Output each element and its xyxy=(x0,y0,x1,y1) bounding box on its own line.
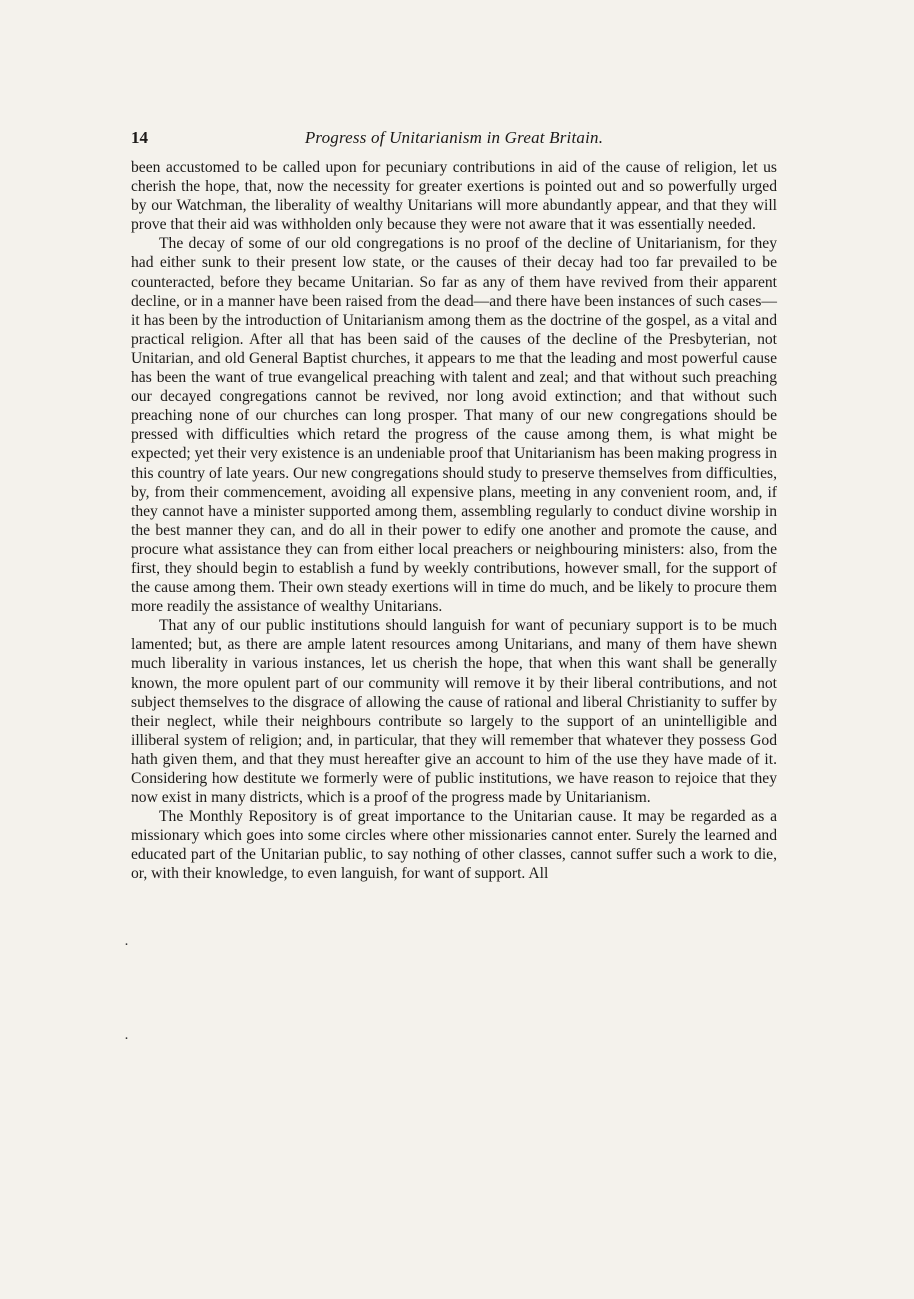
paragraph-decay-of-congregations: The decay of some of our old congregations is no proof of the decline of Unitarianism, for they had either sunk to their present low state, or the causes of their decay had too far prevailed to be counteracted, before they became Unitarian. So far as any of them have revived from their apparent decline, or in a manner have been raised from the dead—and there have been instances of such cases—it has been by the introduction of Unitarianism among them as the doctrine of the gospel, as a vital and practical religion. After all that has been said of the causes of the decline of the Presbyterian, not Unitarian, and old General Baptist churches, it appears to me that the leading and most powerful cause has been the want of true evangelical preaching with talent and zeal; and that without such preaching our decayed congregations cannot be revived, nor long avoid extinction; and that without such preaching none of our churches can long prosper. That many of our new congregations should be pressed with difficulties which retard the progress of the cause among them, is what might be expected; yet their very existence is an undeniable proof that Unitarianism has been making progress in this country of late years. Our new congregations should study to preserve themselves from difficulties, by, from their commencement, avoiding all expensive plans, meeting in any convenient room, and, if they cannot have a minister supported among them, assembling regularly to conduct divine worship in the best manner they can, and do all in their power to edify one another and promote the cause, and procure what assistance they can from either local preachers or neighbouring ministers: also, from the first, they should begin to establish a fund by weekly contributions, however small, for the support of the cause among them. Their own steady exertions will in time do much, and be likely to procure them more readily the assistance of wealthy Unitarians. xyxy=(131,235,777,616)
page-number: 14 xyxy=(131,128,148,147)
paragraph-continuation: been accustomed to be called upon for pecuniary contributions in aid of the cause of religion, let us cherish the hope, that, now the necessity for greater exertions is pointed out and so powerfully urged by our Watchman, the liberality of wealthy Unitarians will more abundantly appear, and that they will prove that their aid was withholden only because they were not aware that it was essentially needed. xyxy=(131,159,777,234)
margin-mark: · xyxy=(124,1031,129,1047)
running-title: Progress of Unitarianism in Great Britain. xyxy=(304,128,604,147)
running-head xyxy=(131,128,777,154)
paragraph-public-institutions: That any of our public institutions should languish for want of pecuniary support is to be much lamented; but, as there are ample latent resources among Unitarians, and many of them have shewn much liberality in various instances, let us cherish the hope, that when this want shall be generally known, the more opulent part of our community will remove it by their liberal contributions, and not subject themselves to the disgrace of allowing the cause of rational and liberal Christianity to suffer by their neglect, while their neighbours contribute so largely to the support of an unintelligible and illiberal system of religion; and, in particular, that they will remember that whatever they possess God hath given them, and that they must hereafter give an account to him of the use they have made of it. Considering how destitute we formerly were of public institutions, we have reason to rejoice that they now exist in many districts, which is a proof of the progress made by Unitarianism. xyxy=(131,617,777,807)
paragraph-monthly-repository: The Monthly Repository is of great importance to the Unitarian cause. It may be regarded as a missionary which goes into some circles where other missionaries cannot enter. Surely the learned and educated part of the Unitarian public, to say nothing of other classes, cannot suffer such a work to die, or, with their knowledge, to even languish, for want of support. All xyxy=(131,808,777,883)
body-text xyxy=(131,158,777,884)
margin-mark: · xyxy=(124,937,129,953)
